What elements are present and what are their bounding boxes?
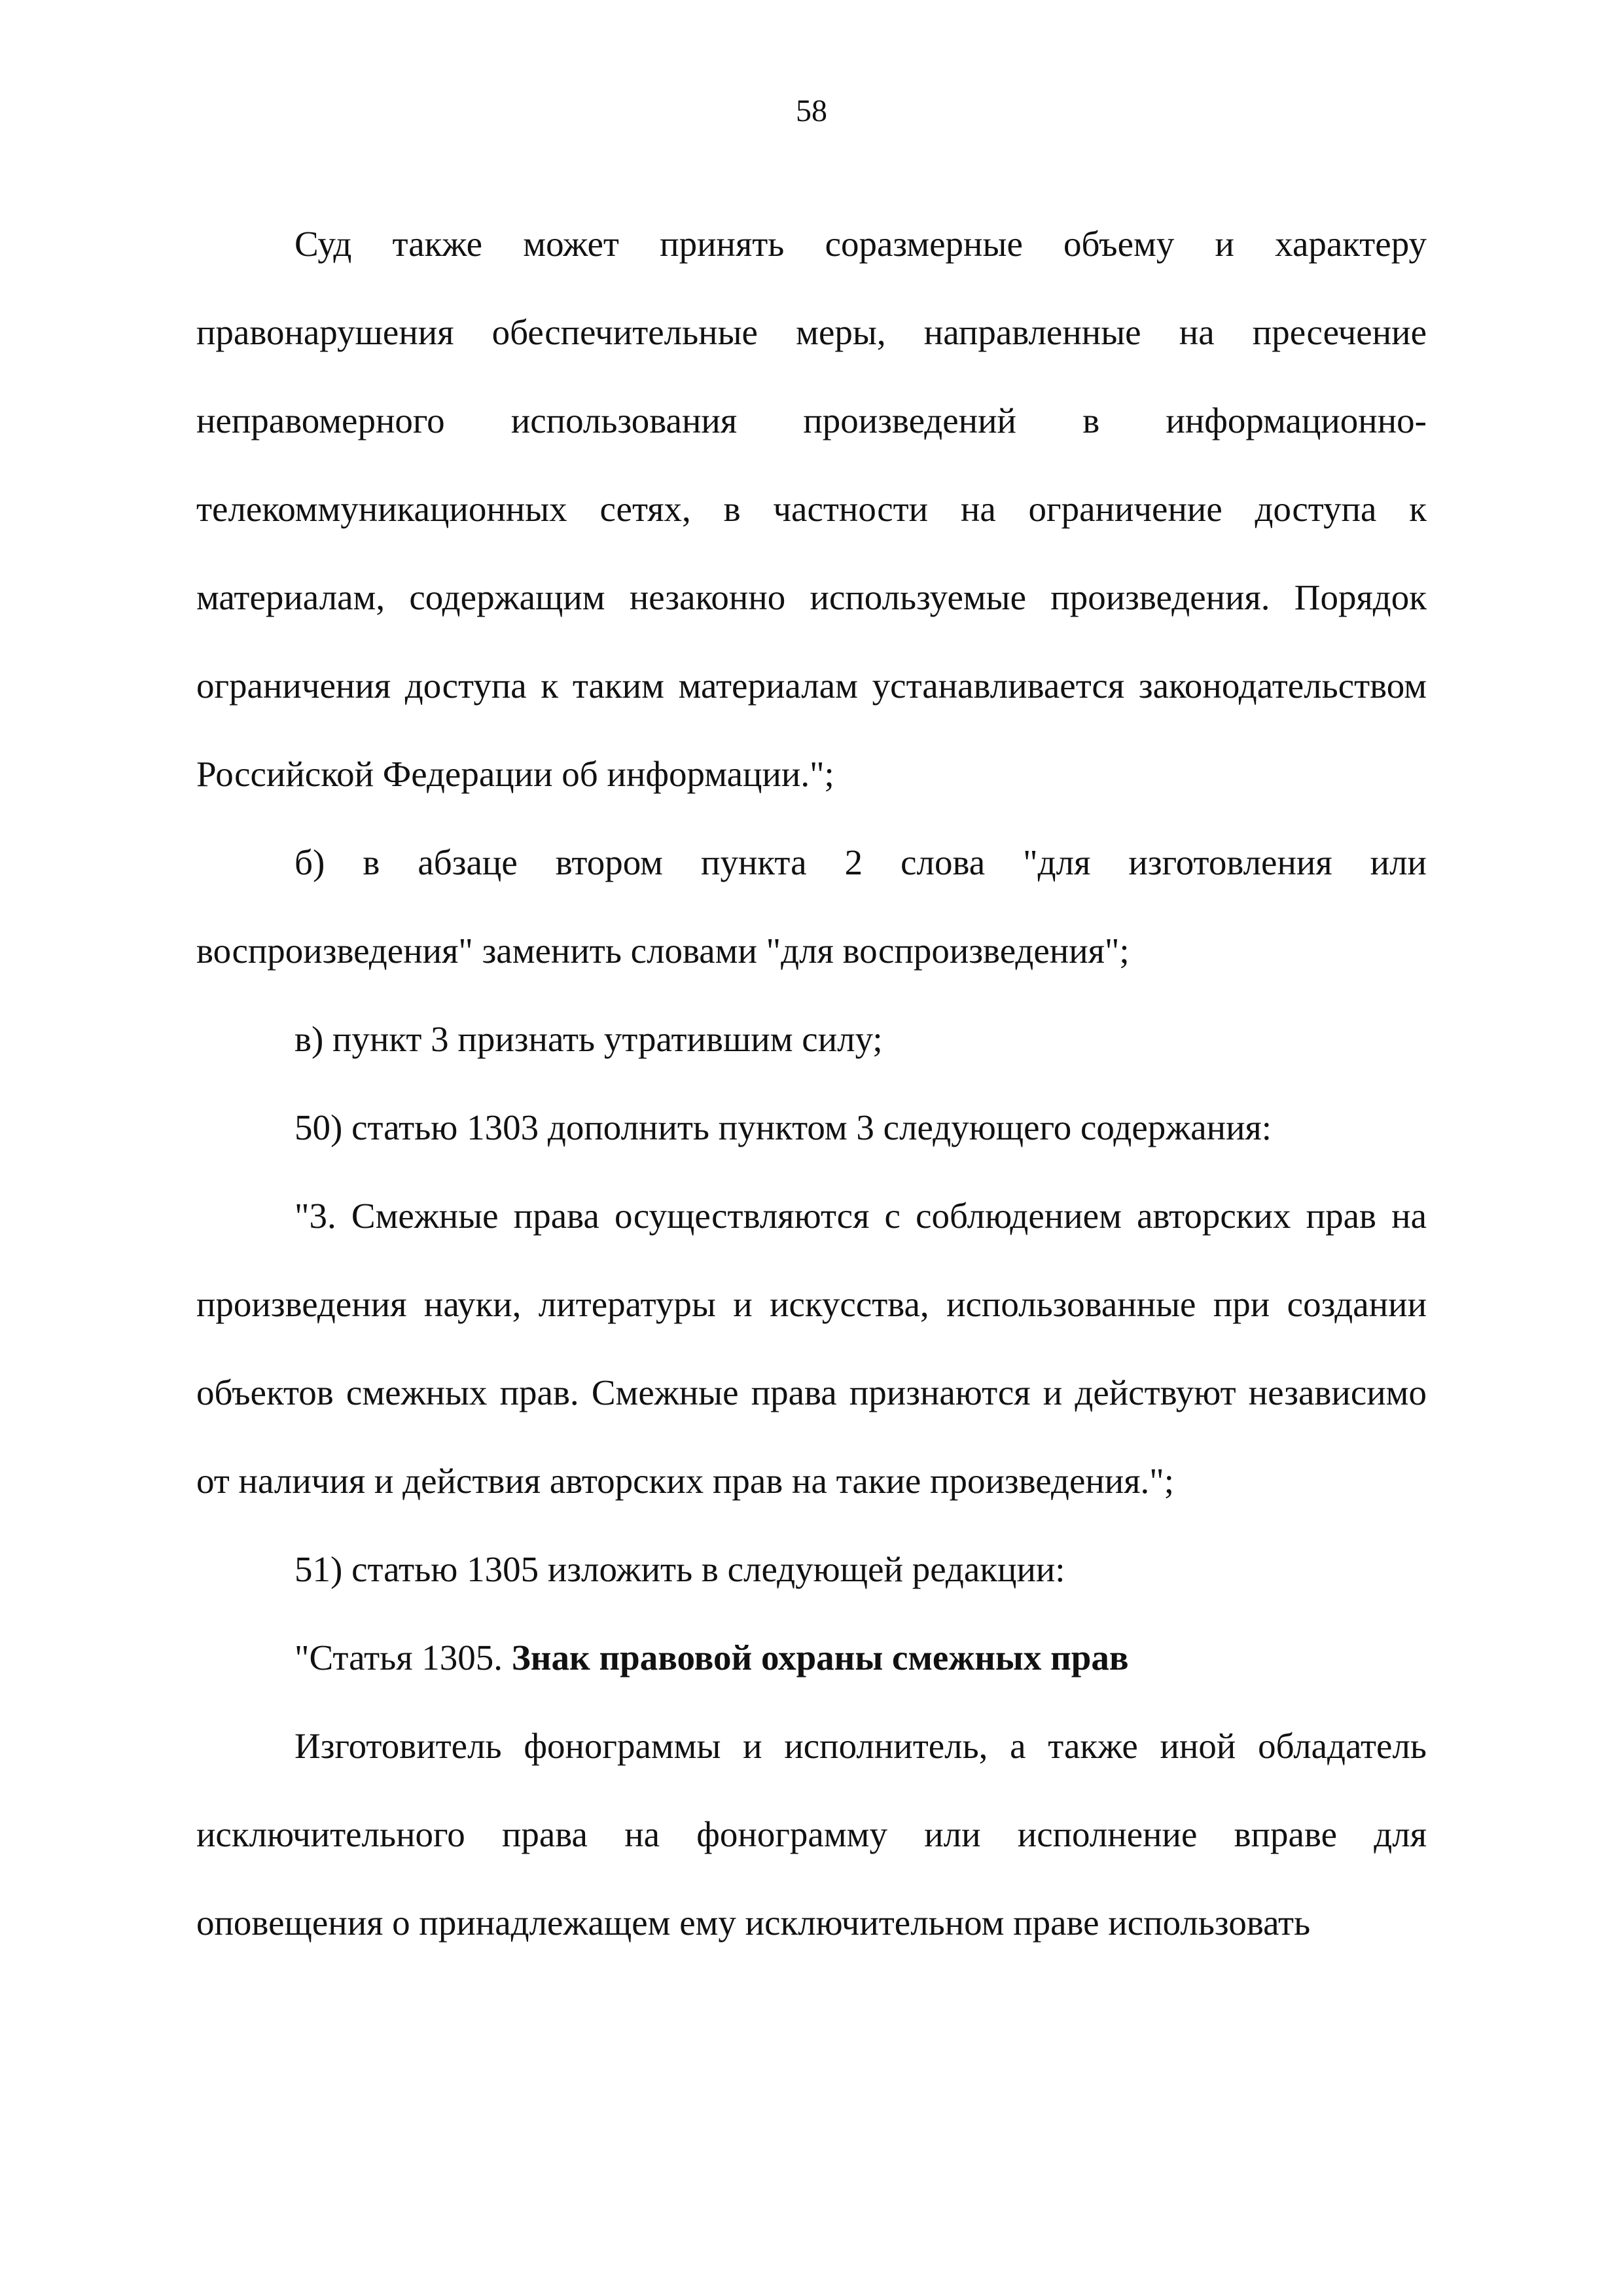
paragraph-related-rights: "3. Смежные права осуществляются с соблюдением авторских прав на произведения науки, литературы и искусства, использованные при создании объектов смежных прав. Смежные права признаются и действуют независимо от наличия и действия авторских прав на такие произведения."; — [196, 1196, 1427, 1501]
article-heading — [196, 1613, 1427, 1702]
page-number: 58 — [796, 94, 827, 128]
paragraph-item-50: 50) статью 1303 дополнить пунктом 3 следующего содержания: — [294, 1107, 1272, 1147]
article-heading-title: Знак правовой охраны смежных прав — [511, 1638, 1129, 1677]
paragraph-court-measures: Суд также может принять соразмерные объему и характеру правонарушения обеспечительные меры, направленные на пресечение неправомерного использования произведений в информационно-телекоммуникационных сетях, в частности на ограничение доступа к материалам, содержащим незаконно используемые произведения. Порядок ограничения доступа к таким материалам устанавливается законодательством Российской Федерации об информации."; — [196, 224, 1427, 794]
article-heading-prefix: "Статья 1305. — [294, 1638, 512, 1677]
paragraph-amendment-b: б) в абзаце втором пункта 2 слова "для изготовления или воспроизведения" заменить словами "для воспроизведения"; — [196, 842, 1427, 971]
paragraph-phonogram-maker: Изготовитель фонограммы и исполнитель, а также иной обладатель исключительного права на фонограмму или исполнение вправе для оповещения о принадлежащем ему исключительном праве использовать — [196, 1726, 1427, 1943]
paragraph-amendment-v: в) пункт 3 признать утратившим силу; — [294, 1019, 883, 1059]
document-body — [196, 200, 1427, 1967]
paragraph-item-51: 51) статью 1305 изложить в следующей редакции: — [294, 1549, 1065, 1589]
